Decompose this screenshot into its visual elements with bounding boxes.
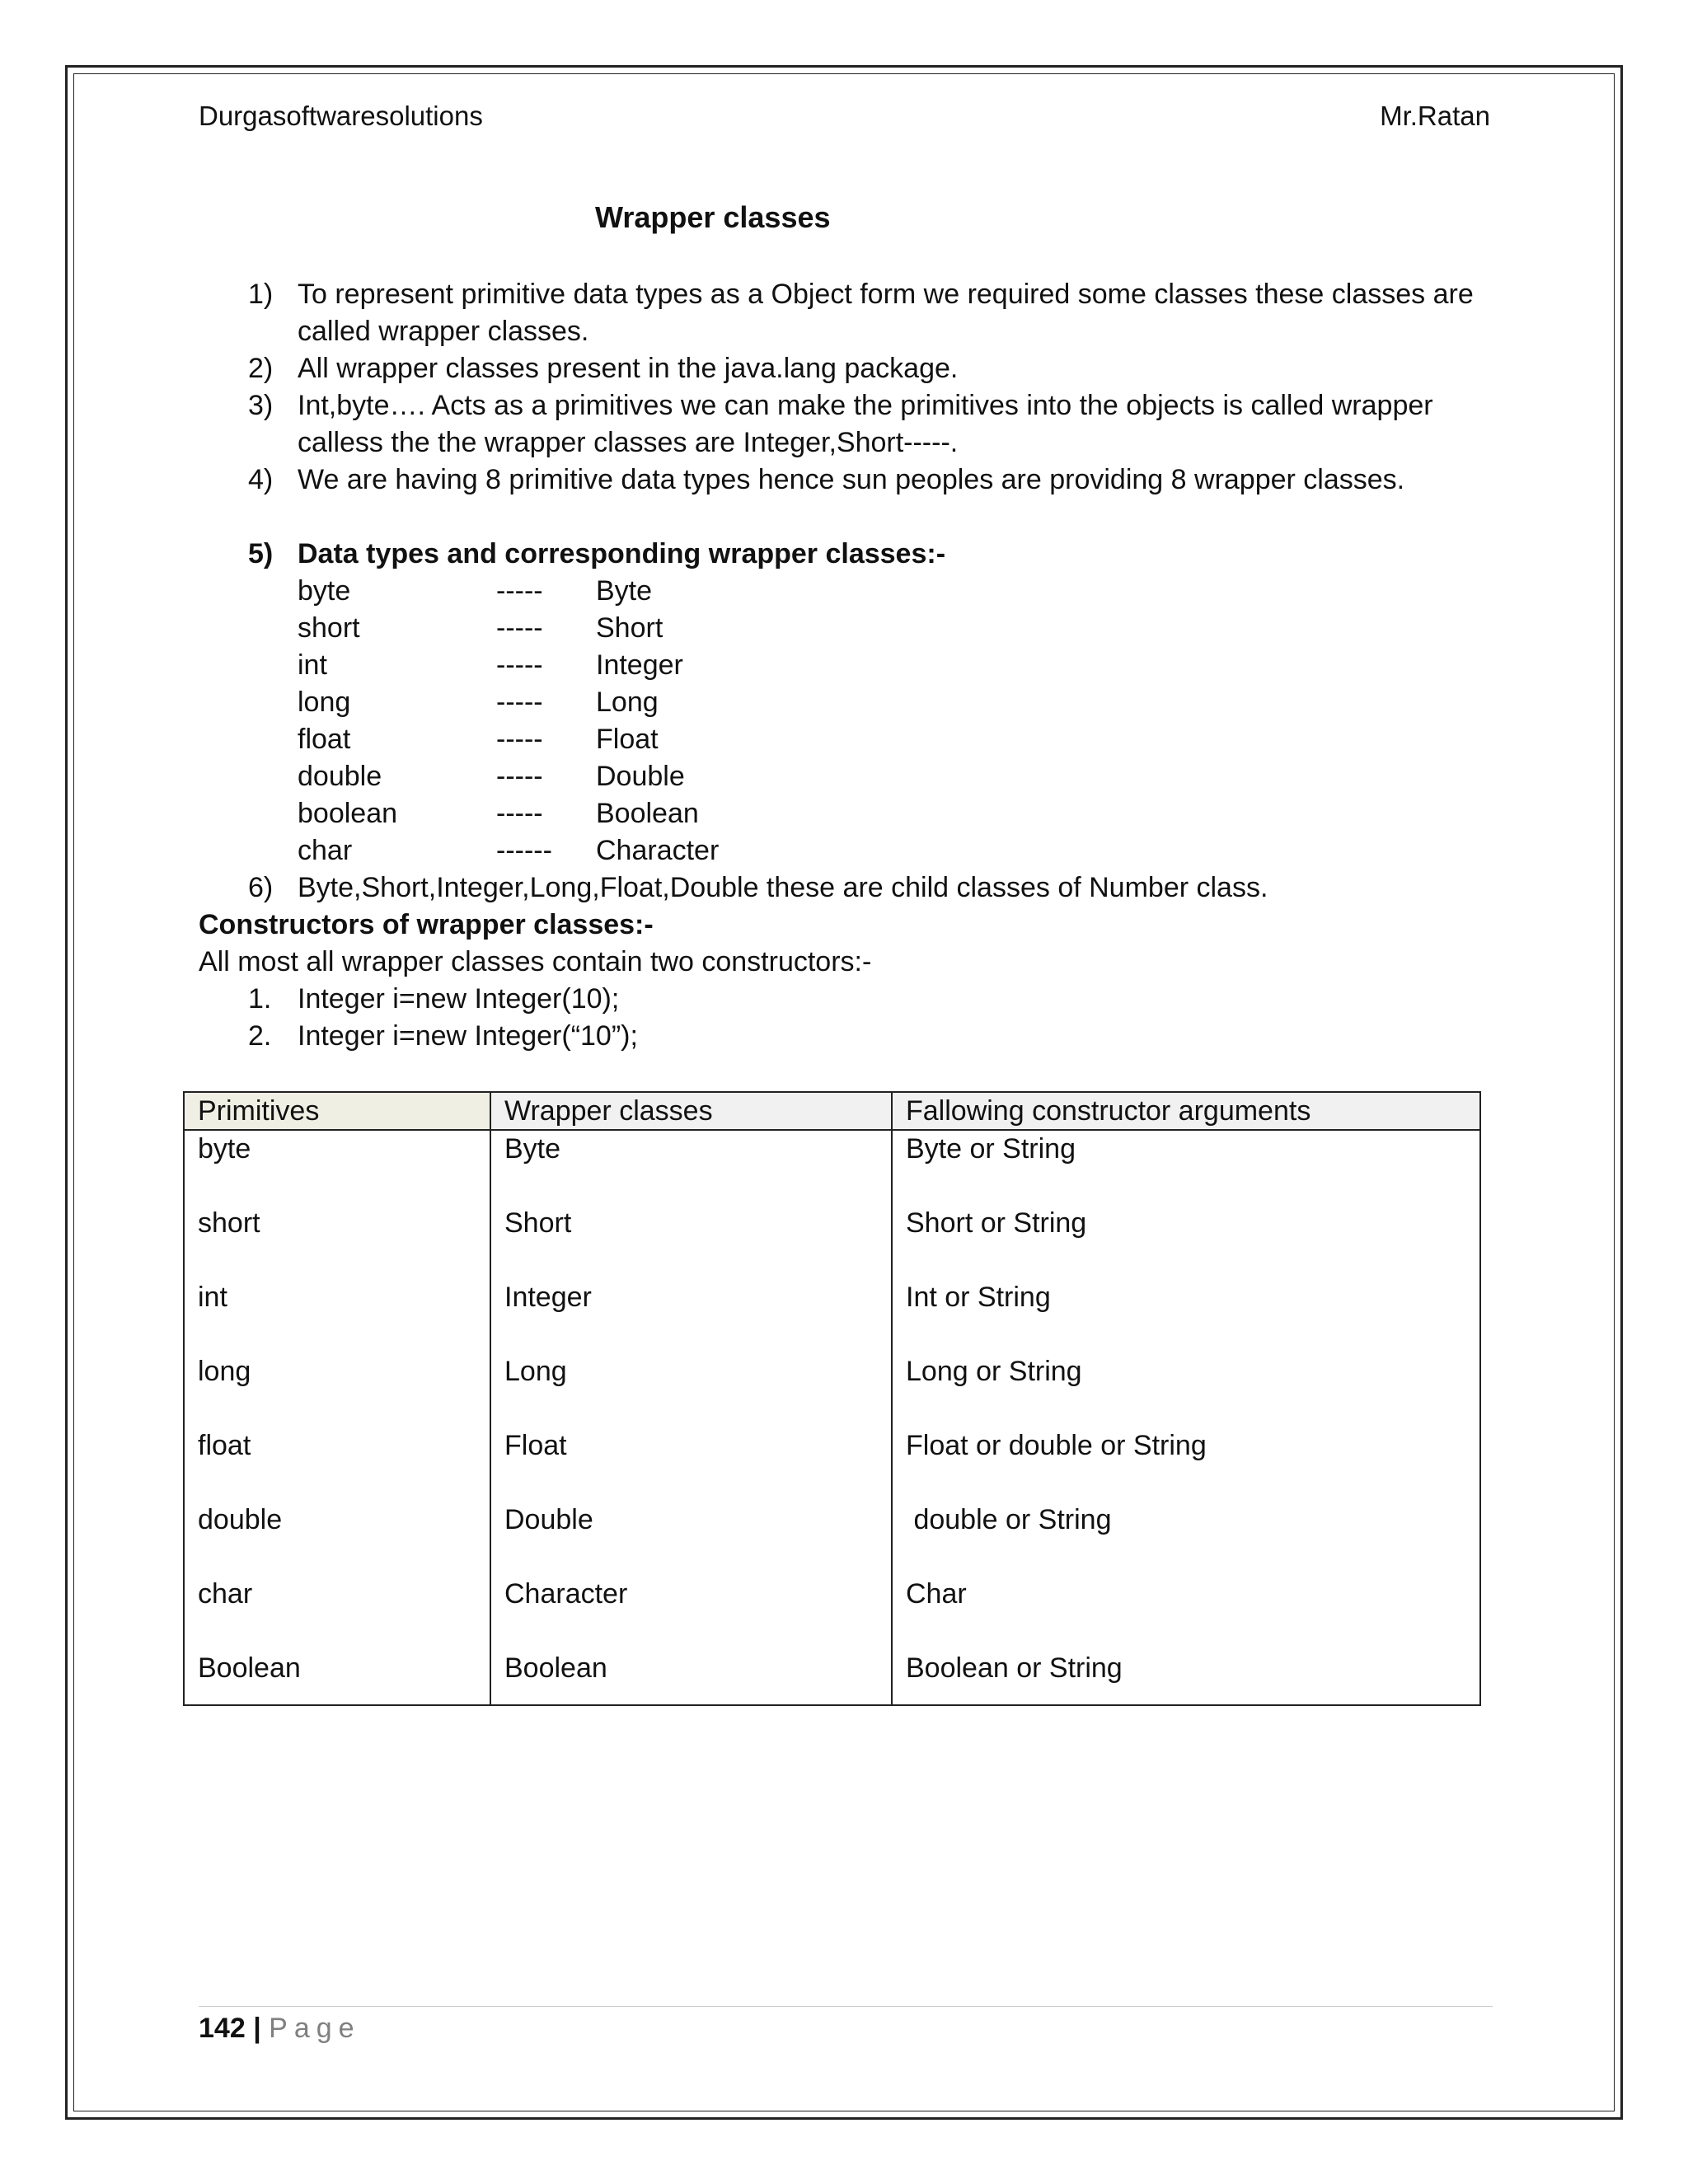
item-number: 6): [248, 872, 274, 903]
code-text: Integer i=new Integer(10);: [298, 983, 620, 1015]
item-number: 3): [248, 390, 274, 421]
table-cell: byte: [184, 1130, 490, 1205]
table-cell: Byte: [490, 1130, 892, 1205]
item-text: We are having 8 primitive data types hence sun peoples are providing 8 wrapper classes.: [298, 464, 1405, 495]
table-row: [184, 1205, 1480, 1279]
header-left: Durgasoftwaresolutions: [199, 101, 483, 131]
separator: ------: [496, 835, 552, 866]
list-item-continuation: [0, 313, 1688, 350]
list-item: [0, 350, 1688, 387]
table-cell: Char: [892, 1576, 1480, 1650]
separator: -----: [496, 724, 543, 755]
separator: -----: [496, 649, 543, 681]
table-cell: Long or String: [892, 1353, 1480, 1427]
table-row: [184, 1353, 1480, 1427]
item-text: calless the the wrapper classes are Integer,Short-----.: [298, 427, 959, 458]
page-number: 142: [199, 2013, 246, 2044]
list-item: [0, 276, 1688, 313]
item-number: 5): [248, 538, 274, 569]
primitive-name: long: [298, 687, 351, 718]
table-cell: float: [184, 1427, 490, 1502]
table-cell: Long: [490, 1353, 892, 1427]
table-row: [184, 1576, 1480, 1650]
item-number: 2): [248, 353, 274, 384]
mapping-row: [0, 647, 1688, 684]
mapping-row: [0, 721, 1688, 758]
section-heading-row: [0, 907, 1688, 944]
separator: -----: [496, 761, 543, 792]
page-title: Wrapper classes: [595, 200, 831, 234]
wrapper-name: Integer: [596, 649, 683, 681]
separator: -----: [496, 575, 543, 607]
list-item: [0, 1018, 1688, 1055]
table-cell: Boolean: [490, 1650, 892, 1705]
list-item: [0, 536, 1688, 573]
wrapper-name: Character: [596, 835, 720, 866]
primitive-name: byte: [298, 575, 351, 607]
table-header-row: [184, 1092, 1480, 1130]
item-number: 1): [248, 279, 274, 310]
code-text: Integer i=new Integer(“10”);: [298, 1020, 638, 1052]
item-text: called wrapper classes.: [298, 316, 589, 347]
header-right: Mr.Ratan: [1380, 101, 1490, 131]
table-cell: long: [184, 1353, 490, 1427]
table-row: [184, 1130, 1480, 1205]
mapping-row: [0, 832, 1688, 869]
item-text: All wrapper classes present in the java.lang package.: [298, 353, 959, 384]
section-heading: Data types and corresponding wrapper classes:-: [298, 538, 946, 569]
section-heading: Constructors of wrapper classes:-: [199, 909, 654, 940]
column-header: Primitives: [184, 1092, 490, 1130]
list-item: [0, 981, 1688, 1018]
table-row: [184, 1502, 1480, 1576]
table-cell: Short: [490, 1205, 892, 1279]
mapping-row: [0, 795, 1688, 832]
table-cell: Integer: [490, 1279, 892, 1353]
list-item: [0, 387, 1688, 424]
mapping-row: [0, 758, 1688, 795]
table-cell: Character: [490, 1576, 892, 1650]
table-cell: Float: [490, 1427, 892, 1502]
separator: -----: [496, 612, 543, 644]
table-cell: Int or String: [892, 1279, 1480, 1353]
item-number: 4): [248, 464, 274, 495]
list-item-continuation: [0, 424, 1688, 462]
table-row: [184, 1650, 1480, 1705]
intro-text: All most all wrapper classes contain two constructors:-: [199, 946, 872, 977]
wrapper-name: Double: [596, 761, 685, 792]
page-footer: [199, 2013, 361, 2045]
page-label: Page: [269, 2013, 361, 2044]
table-row: [184, 1279, 1480, 1353]
table-cell: Float or double or String: [892, 1427, 1480, 1502]
wrapper-name: Float: [596, 724, 659, 755]
primitive-name: float: [298, 724, 351, 755]
table-cell: double or String: [892, 1502, 1480, 1576]
table-cell: char: [184, 1576, 490, 1650]
wrapper-name: Short: [596, 612, 663, 644]
mapping-row: [0, 573, 1688, 610]
table-cell: short: [184, 1205, 490, 1279]
mapping-row: [0, 610, 1688, 647]
item-text: Byte,Short,Integer,Long,Float,Double these are child classes of Number class.: [298, 872, 1268, 903]
table-cell: Short or String: [892, 1205, 1480, 1279]
wrapper-name: Byte: [596, 575, 653, 607]
table-row: [184, 1427, 1480, 1502]
table-cell: Boolean or String: [892, 1650, 1480, 1705]
list-item: [0, 869, 1688, 907]
primitive-name: short: [298, 612, 360, 644]
table-cell: Boolean: [184, 1650, 490, 1705]
table-cell: int: [184, 1279, 490, 1353]
item-number: 2.: [248, 1020, 272, 1052]
list-item: [0, 462, 1688, 499]
blank-line: [0, 499, 1688, 536]
item-text: To represent primitive data types as a Object form we required some classes these classes are: [298, 279, 1474, 310]
primitive-name: double: [298, 761, 382, 792]
primitive-name: boolean: [298, 798, 398, 829]
mapping-row: [0, 684, 1688, 721]
separator: -----: [496, 687, 543, 718]
column-header: Wrapper classes: [490, 1092, 892, 1130]
item-text: Int,byte…. Acts as a primitives we can make the primitives into the objects is called wrapper: [298, 390, 1433, 421]
paragraph: [0, 944, 1688, 981]
column-header: Fallowing constructor arguments: [892, 1092, 1480, 1130]
item-number: 1.: [248, 983, 272, 1015]
primitive-name: int: [298, 649, 327, 681]
footer-separator: |: [253, 2013, 261, 2044]
wrapper-table: [183, 1091, 1481, 1706]
wrapper-name: Long: [596, 687, 659, 718]
footer-divider: [199, 2006, 1493, 2007]
wrapper-name: Boolean: [596, 798, 699, 829]
table-cell: double: [184, 1502, 490, 1576]
table-cell: Double: [490, 1502, 892, 1576]
separator: -----: [496, 798, 543, 829]
primitive-name: char: [298, 835, 353, 866]
content: [0, 276, 1688, 1055]
table-cell: Byte or String: [892, 1130, 1480, 1205]
